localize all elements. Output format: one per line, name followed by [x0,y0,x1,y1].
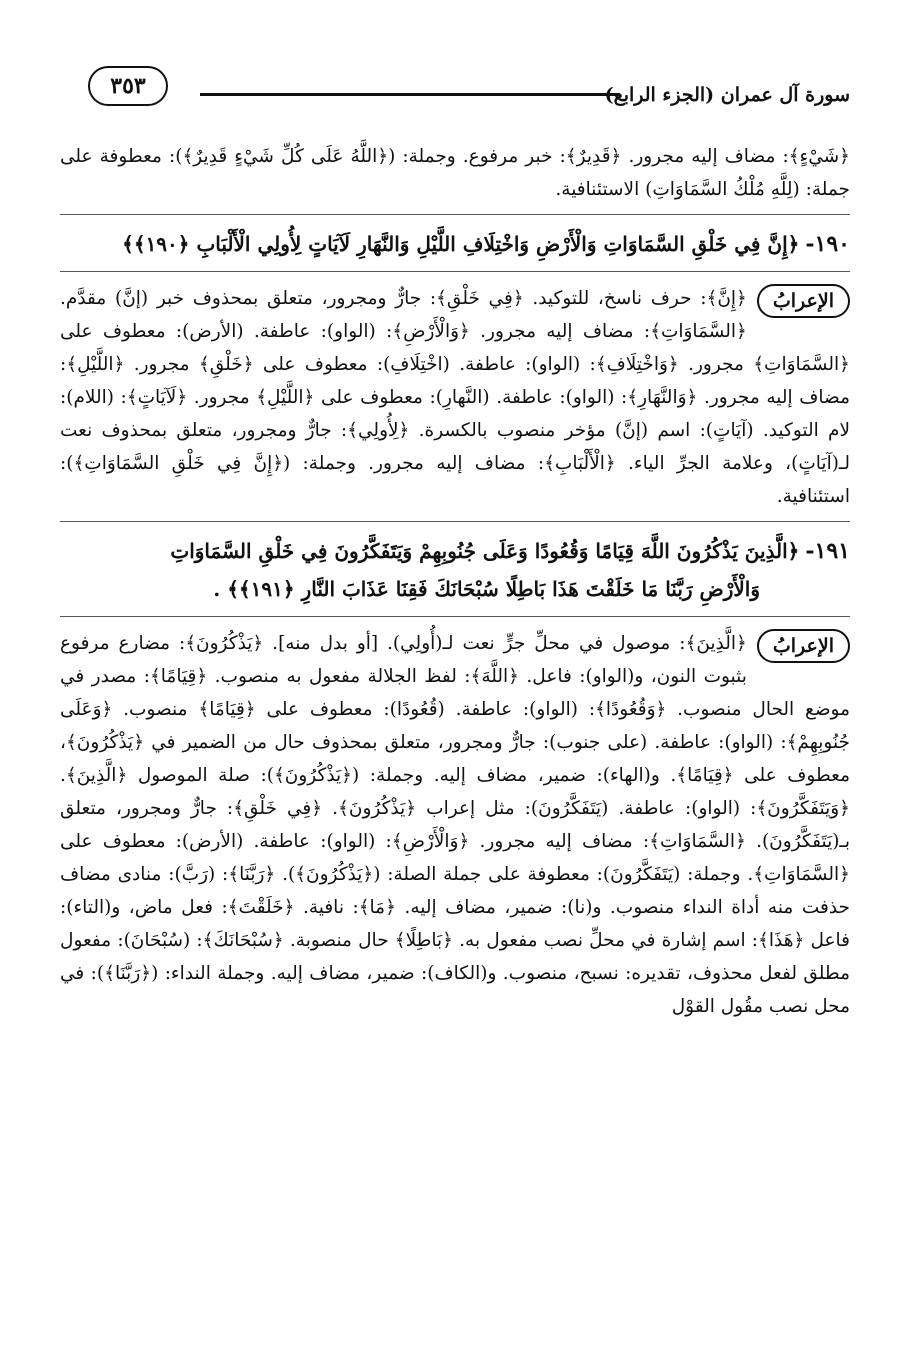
irab-label: الإعرابُ [757,284,850,318]
page-content [60,140,850,1023]
verse-190-number: ١٩٠- [805,231,850,257]
verse-190 [60,225,850,263]
verse-191-text-1: ﴿الَّذِينَ يَذْكُرُونَ اللَّهَ قِيَامًا وَقُعُودًا وَعَلَى جُنُوبِهِمْ وَيَتَفَكَّرُونَ فِي خَلْقِ السَّمَاوَاتِ [170,539,800,563]
irab-190-text: ﴿إِنَّ﴾: حرف ناسخ، للتوكيد. ﴿فِي خَلْقِ﴾: جارٌّ ومجرور، متعلق بمحذوف خبر (إنَّ) مقدَّم. ﴿السَّمَاوَاتِ﴾: مضاف إليه مجرور. ﴿وَالْأَرْضِ﴾: (الواو): عاطفة. (الأرض): معطوف على ﴿السَّمَاوَاتِ﴾ مجرور. ﴿وَاخْتِلَافِ﴾: (الواو): عاطفة. (اخْتِلَافِ): معطوف على ﴿خَلْقِ﴾ مجرور. ﴿اللَّيْلِ﴾: مضاف إليه مجرور. ﴿وَالنَّهَارِ﴾: (الواو): عاطفة. (النَّهارِ): معطوف على ﴿اللَّيْلِ﴾ مجرور. ﴿لَآيَاتٍ﴾: (اللام): لام التوكيد. (آيَاتٍ): اسم (إنَّ) مؤخر منصوب بالكسرة. ﴿لِأُولِي﴾: جارٌّ ومجرور، متعلق بمحذوف نعت لـ(آيَاتٍ)، وعلامة الجرِّ الياء. ﴿الْأَلْبَابِ﴾: مضاف إليه مجرور. وجملة: (﴿إِنَّ فِي خَلْقِ السَّمَاوَاتِ﴾): استئنافية. [60,288,850,507]
verse-191-line-2 [60,570,850,608]
verse-190-text: ﴿إِنَّ فِي خَلْقِ السَّمَاوَاتِ وَالْأَرْضِ وَاخْتِلَافِ اللَّيْلِ وَالنَّهَارِ لَآيَاتٍ لِأُولِي الْأَلْبَابِ ﴿١٩٠﴾﴾ [122,232,800,256]
section-divider [60,616,850,617]
verse-191-number: ١٩١- [805,538,850,564]
verse-191 [60,532,850,608]
running-title: سورة آل عمران (الجزء الرابع) [604,84,850,106]
header-rule [200,93,620,96]
section-divider [60,214,850,215]
section-divider [60,271,850,272]
irab-190-block [60,282,850,513]
irab-label: الإعرابُ [757,629,850,663]
verse-191-text-2: وَالْأَرْضِ رَبَّنَا مَا خَلَقْتَ هَذَا بَاطِلًا سُبْحَانَكَ فَقِنَا عَذَابَ النَّارِ ﴿١٩١﴾﴾ . [213,577,760,601]
page-header [88,66,850,116]
intro-paragraph: ﴿شَيْءٍ﴾: مضاف إليه مجرور. ﴿قَدِيرٌ﴾: خبر مرفوع. وجملة: (﴿اللَّهُ عَلَى كُلِّ شَيْءٍ قَدِيرٌ﴾): معطوفة على جملة: (لِلَّهِ مُلْكُ السَّمَاوَاتِ) الاستئنافية. [60,146,850,200]
verse-191-line-1 [60,532,850,570]
irab-191-text: ﴿الَّذِينَ﴾: موصول في محلِّ جرٍّ نعت لـ(أُولِي). [أو بدل منه]. ﴿يَذْكُرُونَ﴾: مضارع مرفوع بثبوت النون، و(الواو): فاعل. ﴿اللَّهَ﴾: لفظ الجلالة مفعول به منصوب. ﴿قِيَامًا﴾: مصدر في موضع الحال منصوب. ﴿وَقُعُودًا﴾: (الواو): عاطفة. (قُعُودًا): معطوف على ﴿قِيَامًا﴾ منصوب. ﴿وَعَلَى جُنُوبِهِمْ﴾: (الواو): عاطفة. (على جنوب): جارٌّ ومجرور، متعلق بمحذوف حال من الضمير في ﴿يَذْكُرُونَ﴾، معطوف على ﴿قِيَامًا﴾. و(الهاء): ضمير، مضاف إليه. وجملة: (﴿يَذْكُرُونَ﴾): صلة الموصول ﴿الَّذِينَ﴾. ﴿وَيَتَفَكَّرُونَ﴾: (الواو): عاطفة. (يَتَفَكَّرُونَ): مثل إعراب ﴿يَذْكُرُونَ﴾. ﴿فِي خَلْقِ﴾: جارٌّ ومجرور، متعلق بـ(يَتَفَكَّرُونَ). ﴿السَّمَاوَاتِ﴾: مضاف إليه مجرور. ﴿وَالْأَرْضِ﴾: (الواو): عاطفة. (الأرض): معطوف على ﴿السَّمَاوَاتِ﴾. وجملة: (يَتَفَكَّرُونَ): معطوفة على جملة الصلة: (﴿يَذْكُرُونَ﴾). ﴿رَبَّنَا﴾: (رَبَّ): منادى مضاف حذفت منه أداة النداء منصوب. و(نا): ضمير، مضاف إليه. ﴿مَا﴾: نافية. ﴿خَلَقْتَ﴾: فعل ماض، و(التاء): فاعل ﴿هَذَا﴾: اسم إشارة في محلِّ نصب مفعول به. ﴿بَاطِلًا﴾ حال منصوبة. ﴿سُبْحَانَكَ﴾: (سُبْحَانَ): مفعول مطلق لفعل محذوف، تقديره: نسبح، منصوب. و(الكاف): ضمير، مضاف إليه. وجملة النداء: (﴿رَبَّنَا﴾): في محل نصب مقُول القوْل [60,633,850,1017]
page-number: ٣٥٣ [88,66,168,106]
irab-191-block [60,627,850,1023]
verse-190-line [60,225,850,263]
section-divider [60,521,850,522]
